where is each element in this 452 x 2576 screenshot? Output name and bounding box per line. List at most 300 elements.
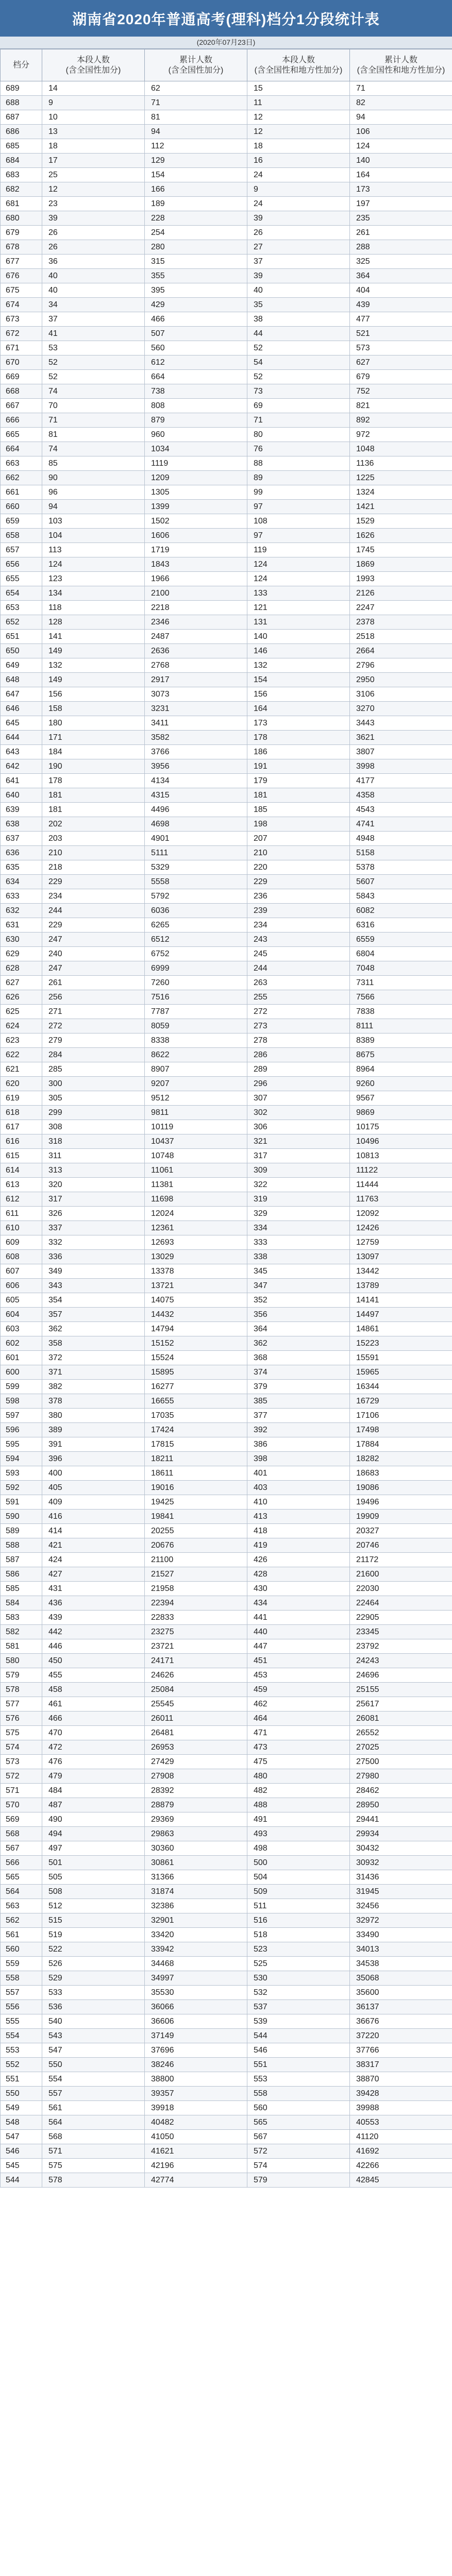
count-cell: 378	[42, 1394, 145, 1409]
score-cell: 618	[1, 1106, 42, 1120]
count-local-cell: 229	[247, 875, 350, 889]
count-cell: 156	[42, 687, 145, 702]
count-cell: 71	[42, 413, 145, 428]
score-cell: 619	[1, 1091, 42, 1106]
count-cell: 256	[42, 990, 145, 1005]
table-row	[1, 1942, 452, 1957]
count-cell: 240	[42, 947, 145, 961]
cumulative-cell: 507	[145, 327, 247, 341]
cumulative-local-cell: 7048	[350, 961, 452, 976]
score-cell: 637	[1, 832, 42, 846]
count-cell: 354	[42, 1293, 145, 1308]
count-local-cell: 428	[247, 1567, 350, 1582]
count-local-cell: 121	[247, 601, 350, 615]
cumulative-cell: 1399	[145, 500, 247, 514]
count-local-cell: 255	[247, 990, 350, 1005]
score-cell: 642	[1, 759, 42, 774]
count-local-cell: 345	[247, 1264, 350, 1279]
cumulative-local-cell: 4358	[350, 788, 452, 803]
count-local-cell: 321	[247, 1134, 350, 1149]
table-row	[1, 1913, 452, 1928]
count-cell: 284	[42, 1048, 145, 1062]
table-row	[1, 1134, 452, 1149]
count-local-cell: 38	[247, 312, 350, 327]
count-cell: 74	[42, 442, 145, 456]
count-cell: 85	[42, 456, 145, 471]
count-local-cell: 447	[247, 1639, 350, 1654]
count-cell: 466	[42, 1711, 145, 1726]
cumulative-cell: 36066	[145, 2000, 247, 2014]
cumulative-cell: 32386	[145, 1899, 247, 1913]
cumulative-cell: 34997	[145, 1971, 247, 1986]
score-cell: 623	[1, 1033, 42, 1048]
cumulative-cell: 1966	[145, 572, 247, 586]
cumulative-cell: 81	[145, 110, 247, 125]
cumulative-local-cell: 521	[350, 327, 452, 341]
count-cell: 218	[42, 860, 145, 875]
score-cell: 573	[1, 1755, 42, 1769]
score-cell: 616	[1, 1134, 42, 1149]
cumulative-local-cell: 27025	[350, 1740, 452, 1755]
cumulative-cell: 12024	[145, 1207, 247, 1221]
cumulative-local-cell: 2518	[350, 630, 452, 644]
table-row	[1, 1279, 452, 1293]
count-local-cell: 18	[247, 139, 350, 154]
table-row	[1, 933, 452, 947]
table-row	[1, 1870, 452, 1885]
cumulative-cell: 13721	[145, 1279, 247, 1293]
count-local-cell: 39	[247, 269, 350, 283]
score-cell: 652	[1, 615, 42, 630]
count-cell: 53	[42, 341, 145, 355]
cumulative-cell: 166	[145, 182, 247, 197]
cumulative-cell: 1305	[145, 485, 247, 500]
cumulative-cell: 1119	[145, 456, 247, 471]
cumulative-local-cell: 9567	[350, 1091, 452, 1106]
score-cell: 584	[1, 1596, 42, 1611]
count-local-cell: 362	[247, 1336, 350, 1351]
table-row	[1, 759, 452, 774]
score-cell: 630	[1, 933, 42, 947]
count-local-cell: 401	[247, 1466, 350, 1481]
count-local-cell: 73	[247, 384, 350, 399]
table-row	[1, 817, 452, 832]
table-row	[1, 283, 452, 298]
cumulative-cell: 3073	[145, 687, 247, 702]
count-local-cell: 403	[247, 1481, 350, 1495]
count-local-cell: 24	[247, 197, 350, 211]
score-cell: 598	[1, 1394, 42, 1409]
table-row	[1, 1033, 452, 1048]
cumulative-local-cell: 10175	[350, 1120, 452, 1134]
count-local-cell: 239	[247, 904, 350, 918]
count-cell: 271	[42, 1005, 145, 1019]
cumulative-local-cell: 15223	[350, 1336, 452, 1351]
count-cell: 18	[42, 139, 145, 154]
table-row	[1, 586, 452, 601]
table-row	[1, 630, 452, 644]
score-cell: 617	[1, 1120, 42, 1134]
table-row	[1, 745, 452, 759]
count-local-cell: 16	[247, 154, 350, 168]
cumulative-cell: 112	[145, 139, 247, 154]
count-local-cell: 191	[247, 759, 350, 774]
score-cell: 657	[1, 543, 42, 557]
cumulative-local-cell: 42845	[350, 2173, 452, 2188]
score-cell: 551	[1, 2072, 42, 2087]
count-local-cell: 24	[247, 168, 350, 182]
header-col3-sub: (含全国性和地方性加分)	[254, 65, 343, 75]
cumulative-cell: 11698	[145, 1192, 247, 1207]
score-cell: 654	[1, 586, 42, 601]
cumulative-cell: 1719	[145, 543, 247, 557]
cumulative-local-cell: 11122	[350, 1163, 452, 1178]
table-row	[1, 2072, 452, 2087]
count-cell: 52	[42, 355, 145, 370]
cumulative-cell: 26011	[145, 1711, 247, 1726]
cumulative-cell: 8338	[145, 1033, 247, 1048]
score-cell: 651	[1, 630, 42, 644]
table-row	[1, 1005, 452, 1019]
cumulative-cell: 34468	[145, 1957, 247, 1971]
count-local-cell: 579	[247, 2173, 350, 2188]
table-row	[1, 1235, 452, 1250]
count-local-cell: 525	[247, 1957, 350, 1971]
cumulative-cell: 10119	[145, 1120, 247, 1134]
table-row	[1, 774, 452, 788]
count-local-cell: 516	[247, 1913, 350, 1928]
count-cell: 305	[42, 1091, 145, 1106]
score-cell: 597	[1, 1409, 42, 1423]
cumulative-local-cell: 3270	[350, 702, 452, 716]
count-local-cell: 410	[247, 1495, 350, 1510]
count-local-cell: 69	[247, 399, 350, 413]
cumulative-cell: 15524	[145, 1351, 247, 1365]
header-col1-label: 本段人数	[76, 55, 110, 64]
count-local-cell: 181	[247, 788, 350, 803]
table-row	[1, 1409, 452, 1423]
table-row	[1, 1798, 452, 1812]
cumulative-cell: 664	[145, 370, 247, 384]
score-cell: 607	[1, 1264, 42, 1279]
count-cell: 320	[42, 1178, 145, 1192]
count-cell: 17	[42, 154, 145, 168]
cumulative-local-cell: 124	[350, 139, 452, 154]
cumulative-local-cell: 13442	[350, 1264, 452, 1279]
score-cell: 565	[1, 1870, 42, 1885]
cumulative-local-cell: 19496	[350, 1495, 452, 1510]
cumulative-local-cell: 35068	[350, 1971, 452, 1986]
count-cell: 439	[42, 1611, 145, 1625]
count-cell: 12	[42, 182, 145, 197]
score-cell: 632	[1, 904, 42, 918]
count-local-cell: 54	[247, 355, 350, 370]
score-cell: 689	[1, 81, 42, 96]
count-local-cell: 39	[247, 211, 350, 226]
count-cell: 39	[42, 211, 145, 226]
cumulative-local-cell: 6316	[350, 918, 452, 933]
cumulative-cell: 7260	[145, 976, 247, 990]
table-row	[1, 269, 452, 283]
score-cell: 661	[1, 485, 42, 500]
count-cell: 487	[42, 1798, 145, 1812]
cumulative-cell: 3411	[145, 716, 247, 731]
table-row	[1, 1668, 452, 1683]
count-cell: 416	[42, 1510, 145, 1524]
cumulative-cell: 18611	[145, 1466, 247, 1481]
count-local-cell: 89	[247, 471, 350, 485]
count-local-cell: 220	[247, 860, 350, 875]
cumulative-local-cell: 1745	[350, 543, 452, 557]
cumulative-cell: 13378	[145, 1264, 247, 1279]
count-cell: 190	[42, 759, 145, 774]
cumulative-local-cell: 21600	[350, 1567, 452, 1582]
cumulative-cell: 41050	[145, 2130, 247, 2144]
count-cell: 37	[42, 312, 145, 327]
cumulative-local-cell: 288	[350, 240, 452, 255]
cumulative-local-cell: 627	[350, 355, 452, 370]
count-local-cell: 374	[247, 1365, 350, 1380]
score-cell: 647	[1, 687, 42, 702]
count-local-cell: 491	[247, 1812, 350, 1827]
cumulative-cell: 17424	[145, 1423, 247, 1437]
cumulative-cell: 2100	[145, 586, 247, 601]
count-cell: 317	[42, 1192, 145, 1207]
table-row	[1, 96, 452, 110]
count-cell: 272	[42, 1019, 145, 1033]
cumulative-cell: 38800	[145, 2072, 247, 2087]
score-cell: 594	[1, 1452, 42, 1466]
count-cell: 414	[42, 1524, 145, 1538]
cumulative-cell: 6036	[145, 904, 247, 918]
cumulative-local-cell: 20746	[350, 1538, 452, 1553]
count-cell: 36	[42, 255, 145, 269]
count-cell: 318	[42, 1134, 145, 1149]
header-row	[1, 49, 452, 81]
table-header	[1, 49, 452, 81]
count-cell: 458	[42, 1683, 145, 1697]
count-local-cell: 319	[247, 1192, 350, 1207]
header-score	[1, 49, 42, 81]
table-row	[1, 658, 452, 673]
score-cell: 671	[1, 341, 42, 355]
count-local-cell: 464	[247, 1711, 350, 1726]
count-cell: 470	[42, 1726, 145, 1740]
cumulative-local-cell: 10813	[350, 1149, 452, 1163]
cumulative-cell: 9512	[145, 1091, 247, 1106]
cumulative-local-cell: 22030	[350, 1582, 452, 1596]
table-row	[1, 875, 452, 889]
cumulative-local-cell: 38870	[350, 2072, 452, 2087]
header-score-label: 档分	[12, 60, 29, 70]
cumulative-local-cell: 15591	[350, 1351, 452, 1365]
cumulative-local-cell: 106	[350, 125, 452, 139]
count-local-cell: 52	[247, 370, 350, 384]
count-cell: 461	[42, 1697, 145, 1711]
score-cell: 663	[1, 456, 42, 471]
cumulative-local-cell: 1324	[350, 485, 452, 500]
score-cell: 581	[1, 1639, 42, 1654]
score-cell: 555	[1, 2014, 42, 2029]
table-row	[1, 1971, 452, 1986]
cumulative-local-cell: 164	[350, 168, 452, 182]
score-cell: 613	[1, 1178, 42, 1192]
count-cell: 568	[42, 2130, 145, 2144]
header-col4-label: 累计人数	[384, 55, 417, 64]
table-row	[1, 298, 452, 312]
count-cell: 436	[42, 1596, 145, 1611]
cumulative-cell: 30861	[145, 1856, 247, 1870]
score-cell: 643	[1, 745, 42, 759]
score-cell: 560	[1, 1942, 42, 1957]
count-cell: 564	[42, 2115, 145, 2130]
cumulative-cell: 24626	[145, 1668, 247, 1683]
count-cell: 455	[42, 1668, 145, 1683]
count-local-cell: 132	[247, 658, 350, 673]
count-local-cell: 392	[247, 1423, 350, 1437]
header-col3-label: 本段人数	[281, 55, 315, 64]
cumulative-local-cell: 32972	[350, 1913, 452, 1928]
table-row	[1, 1293, 452, 1308]
cumulative-local-cell: 26081	[350, 1711, 452, 1726]
cumulative-local-cell: 11763	[350, 1192, 452, 1207]
cumulative-cell: 2768	[145, 658, 247, 673]
count-local-cell: 236	[247, 889, 350, 904]
count-local-cell: 426	[247, 1553, 350, 1567]
count-cell: 40	[42, 283, 145, 298]
count-local-cell: 398	[247, 1452, 350, 1466]
count-local-cell: 146	[247, 644, 350, 658]
cumulative-local-cell: 3443	[350, 716, 452, 731]
cumulative-cell: 7787	[145, 1005, 247, 1019]
count-cell: 382	[42, 1380, 145, 1394]
table-row	[1, 1510, 452, 1524]
count-cell: 446	[42, 1639, 145, 1654]
count-local-cell: 307	[247, 1091, 350, 1106]
count-cell: 234	[42, 889, 145, 904]
count-cell: 203	[42, 832, 145, 846]
count-local-cell: 306	[247, 1120, 350, 1134]
cumulative-local-cell: 6082	[350, 904, 452, 918]
score-cell: 674	[1, 298, 42, 312]
count-cell: 505	[42, 1870, 145, 1885]
cumulative-cell: 32901	[145, 1913, 247, 1928]
cumulative-local-cell: 752	[350, 384, 452, 399]
score-cell: 636	[1, 846, 42, 860]
table-row	[1, 226, 452, 240]
cumulative-cell: 39918	[145, 2101, 247, 2115]
count-cell: 349	[42, 1264, 145, 1279]
score-cell: 628	[1, 961, 42, 976]
score-cell: 658	[1, 529, 42, 543]
count-cell: 326	[42, 1207, 145, 1221]
cumulative-cell: 4698	[145, 817, 247, 832]
cumulative-local-cell: 1993	[350, 572, 452, 586]
cumulative-local-cell: 34538	[350, 1957, 452, 1971]
score-cell: 688	[1, 96, 42, 110]
count-local-cell: 511	[247, 1899, 350, 1913]
cumulative-local-cell: 2247	[350, 601, 452, 615]
cumulative-local-cell: 37766	[350, 2043, 452, 2058]
cumulative-local-cell: 1136	[350, 456, 452, 471]
cumulative-cell: 21527	[145, 1567, 247, 1582]
cumulative-local-cell: 3998	[350, 759, 452, 774]
score-cell: 604	[1, 1308, 42, 1322]
table-row	[1, 1841, 452, 1856]
count-local-cell: 385	[247, 1394, 350, 1409]
score-cell: 563	[1, 1899, 42, 1913]
table-row	[1, 2087, 452, 2101]
count-local-cell: 317	[247, 1149, 350, 1163]
count-cell: 543	[42, 2029, 145, 2043]
table-row	[1, 644, 452, 658]
count-local-cell: 207	[247, 832, 350, 846]
cumulative-cell: 395	[145, 283, 247, 298]
cumulative-local-cell: 23792	[350, 1639, 452, 1654]
table-row	[1, 312, 452, 327]
cumulative-local-cell: 14141	[350, 1293, 452, 1308]
score-cell: 575	[1, 1726, 42, 1740]
table-row	[1, 240, 452, 255]
cumulative-local-cell: 31436	[350, 1870, 452, 1885]
count-cell: 554	[42, 2072, 145, 2087]
score-cell: 592	[1, 1481, 42, 1495]
table-row	[1, 918, 452, 933]
table-row	[1, 1250, 452, 1264]
count-cell: 409	[42, 1495, 145, 1510]
count-cell: 285	[42, 1062, 145, 1077]
header-col2	[145, 49, 247, 81]
cumulative-local-cell: 21172	[350, 1553, 452, 1567]
count-local-cell: 133	[247, 586, 350, 601]
table-row	[1, 168, 452, 182]
table-row	[1, 442, 452, 456]
cumulative-local-cell: 18683	[350, 1466, 452, 1481]
table-row	[1, 889, 452, 904]
count-local-cell: 386	[247, 1437, 350, 1452]
count-cell: 23	[42, 197, 145, 211]
cumulative-cell: 7516	[145, 990, 247, 1005]
count-cell: 26	[42, 240, 145, 255]
count-local-cell: 475	[247, 1755, 350, 1769]
score-cell: 559	[1, 1957, 42, 1971]
score-cell: 588	[1, 1538, 42, 1553]
table-row	[1, 1711, 452, 1726]
table-row	[1, 1755, 452, 1769]
cumulative-cell: 1606	[145, 529, 247, 543]
cumulative-cell: 14432	[145, 1308, 247, 1322]
table-row	[1, 1336, 452, 1351]
count-local-cell: 471	[247, 1726, 350, 1740]
table-row	[1, 154, 452, 168]
table-row	[1, 2115, 452, 2130]
table-row	[1, 1683, 452, 1697]
cumulative-cell: 42196	[145, 2159, 247, 2173]
cumulative-cell: 15895	[145, 1365, 247, 1380]
count-cell: 332	[42, 1235, 145, 1250]
cumulative-local-cell: 4948	[350, 832, 452, 846]
cumulative-local-cell: 6559	[350, 933, 452, 947]
cumulative-local-cell: 13789	[350, 1279, 452, 1293]
cumulative-cell: 254	[145, 226, 247, 240]
cumulative-local-cell: 30432	[350, 1841, 452, 1856]
cumulative-cell: 29369	[145, 1812, 247, 1827]
count-cell: 372	[42, 1351, 145, 1365]
count-local-cell: 488	[247, 1798, 350, 1812]
score-cell: 664	[1, 442, 42, 456]
table-body	[1, 81, 452, 2188]
cumulative-local-cell: 27980	[350, 1769, 452, 1784]
